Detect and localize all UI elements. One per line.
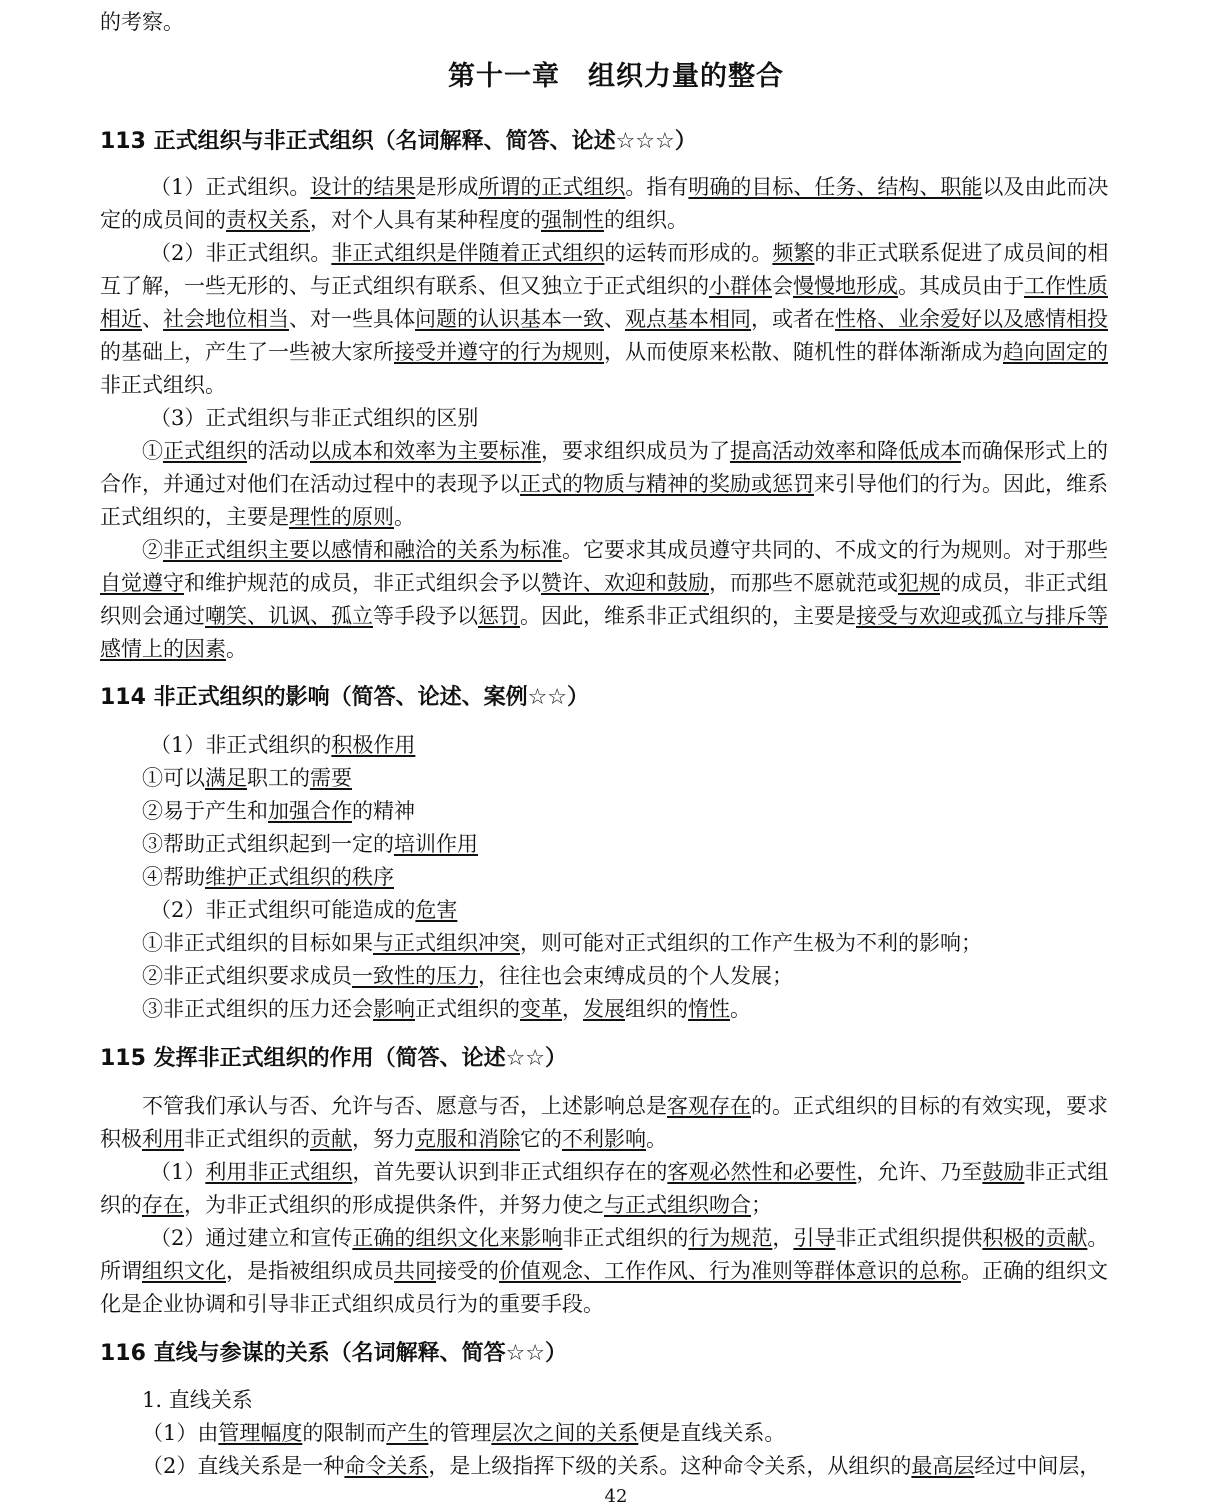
- paragraph-line: 相近、社会地位相当、对一些具体问题的认识基本一致、观点基本相同，或者在性格、业余爱好以及感情相投: [100, 307, 1108, 331]
- paragraph-line: 定的成员间的责权关系，对个人具有某种程度的强制性的组织。: [100, 208, 688, 232]
- paragraph-line: （2）直线关系是一种命令关系，是上级指挥下级的关系。这种命令关系，从组织的最高层经过中间层，: [142, 1454, 1101, 1478]
- chapter-title: 第十一章 组织力量的整合: [448, 61, 784, 92]
- paragraph-line: 的基础上，产生了一些被大家所接受并遵守的行为规则，从而使原来松散、随机性的群体渐渐成为趋向固定的: [100, 340, 1108, 364]
- paragraph-line: 积极利用非正式组织的贡献，努力克服和消除它的不利影响。: [100, 1127, 667, 1151]
- section-heading-115: 115 发挥非正式组织的作用（简答、论述☆☆）: [100, 1046, 568, 1071]
- section-heading-116: 116 直线与参谋的关系（名词解释、简答☆☆）: [100, 1341, 568, 1366]
- paragraph-line: 互了解，一些无形的、与正式组织有联系、但又独立于正式组织的小群体会慢慢地形成。其成员由于工作性质: [100, 274, 1108, 298]
- paragraph-line: ②非正式组织主要以感情和融洽的关系为标准。它要求其成员遵守共同的、不成文的行为规则。对于那些: [142, 538, 1108, 562]
- paragraph-line: ②易于产生和加强合作的精神: [142, 799, 415, 823]
- section-heading-113: 113 正式组织与非正式组织（名词解释、简答、论述☆☆☆）: [100, 129, 697, 154]
- paragraph-line: 织的存在，为非正式组织的形成提供条件，并努力使之与正式组织吻合；: [100, 1193, 772, 1217]
- paragraph-line: （1）利用非正式组织，首先要认识到非正式组织存在的客观必然性和必要性，允许、乃至鼓励非正式组: [150, 1160, 1109, 1184]
- paragraph-line: 织则会通过嘲笑、讥讽、孤立等手段予以惩罚。因此，维系非正式组织的，主要是接受与欢迎或孤立与排斥等: [100, 604, 1108, 628]
- paragraph-line: （2）通过建立和宣传正确的组织文化来影响非正式组织的行为规范，引导非正式组织提供积极的贡献。: [150, 1226, 1109, 1250]
- paragraph-line: ①可以满足职工的需要: [142, 766, 352, 790]
- paragraph-line: ①正式组织的活动以成本和效率为主要标准，要求组织成员为了提高活动效率和降低成本而确保形式上的: [142, 439, 1108, 463]
- paragraph-line: （3）正式组织与非正式组织的区别: [150, 406, 479, 430]
- paragraph-line: 化是企业协调和引导非正式组织成员行为的重要手段。: [100, 1292, 604, 1316]
- section-heading-114: 114 非正式组织的影响（简答、论述、案例☆☆）: [100, 685, 590, 710]
- paragraph-line: （1）非正式组织的积极作用: [150, 733, 416, 757]
- paragraph-line: 所谓组织文化，是指被组织成员共同接受的价值观念、工作作风、行为准则等群体意识的总称。正确的组织文: [100, 1259, 1108, 1283]
- paragraph-line: （2）非正式组织可能造成的危害: [150, 898, 458, 922]
- paragraph-line: （2）非正式组织。非正式组织是伴随着正式组织的运转而形成的。频繁的非正式联系促进了成员间的相: [150, 241, 1109, 265]
- page-number: 42: [604, 1486, 628, 1507]
- paragraph-line: 正式组织的，主要是理性的原则。: [100, 505, 415, 529]
- paragraph-line: 自觉遵守和维护规范的成员，非正式组织会予以赞许、欢迎和鼓励，而那些不愿就范或犯规的成员，非正式组: [100, 571, 1108, 595]
- paragraph-line: ①非正式组织的目标如果与正式组织冲突，则可能对正式组织的工作产生极为不利的影响；: [142, 931, 982, 955]
- paragraph-line: 合作，并通过对他们在活动过程中的表现予以正式的物质与精神的奖励或惩罚来引导他们的行为。因此，维系: [100, 472, 1108, 496]
- paragraph-line: ④帮助维护正式组织的秩序: [142, 865, 394, 889]
- paragraph-line: 不管我们承认与否、允许与否、愿意与否，上述影响总是客观存在的。正式组织的目标的有效实现，要求: [142, 1094, 1108, 1118]
- paragraph-line: 1. 直线关系: [142, 1388, 253, 1412]
- text-line: 的考察。: [100, 10, 184, 34]
- paragraph-line: ②非正式组织要求成员一致性的压力，往往也会束缚成员的个人发展；: [142, 964, 793, 988]
- paragraph-line: （1）由管理幅度的限制而产生的管理层次之间的关系便是直线关系。: [142, 1421, 786, 1445]
- paragraph-line: 非正式组织。: [100, 373, 226, 397]
- paragraph-line: ③帮助正式组织起到一定的培训作用: [142, 832, 478, 856]
- paragraph-line: ③非正式组织的压力还会影响正式组织的变革，发展组织的惰性。: [142, 997, 751, 1021]
- paragraph-line: （1）正式组织。设计的结果是形成所谓的正式组织。指有明确的目标、任务、结构、职能以及由此而决: [150, 175, 1109, 199]
- paragraph-line: 感情上的因素。: [100, 637, 247, 661]
